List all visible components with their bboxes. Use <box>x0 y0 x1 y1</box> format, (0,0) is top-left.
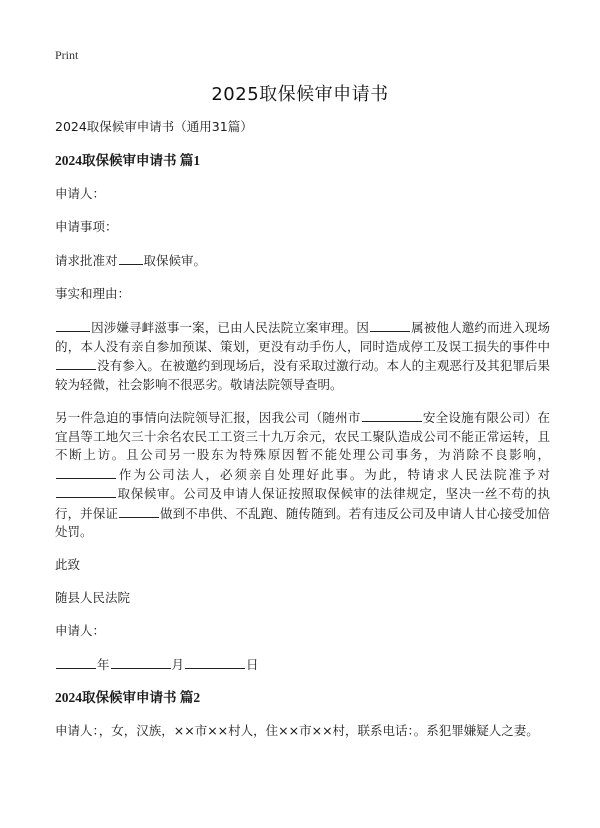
para2-text-5: 做到不串供、不乱跑、随传随到。若有违反公司及申请人甘心接受加倍处罚。 <box>55 505 550 539</box>
para1-text-1: 因涉嫌寻衅滋事一案，已由人民法院立案审理。因 <box>91 320 370 335</box>
para2-text-4: 取保候审。公司及申请人保证按照取保候审的法律规定，坚决一丝不苟的执行，并保证 <box>55 486 550 521</box>
facts-paragraph-1 <box>55 318 550 394</box>
date-month-label: 月 <box>171 656 185 672</box>
applicant-info-paragraph: 申请人：，女，汉族，××市××村人，住××市××村，联系电话：。系犯罪嫌疑人之妻。 <box>55 722 539 738</box>
blank-line <box>362 408 422 422</box>
para2-text-2: 安全设施有限公司）在宜昌等工地欠三十余名农民工工资三十九万余元，农民工聚队造成公司不能正常运转，且不断上访。且公司另一股东为特殊原因暂不能处理公司事务，为消除不良影响， <box>55 410 550 462</box>
print-label: Print <box>55 48 79 62</box>
blank-line <box>56 465 116 479</box>
para2-text-1: 另一件急迫的事情向法院领导汇报，因我公司（随州市 <box>55 410 361 425</box>
para1-text-3: 没有参入。在被邀约到现场后，没有采取过激行动。本人的主观恶行及其犯罪后果较为轻微，社会影响不很恶劣。敬请法院领导查明。 <box>55 358 550 392</box>
signature-label: 申请人： <box>55 622 106 638</box>
matter-label: 申请事项： <box>55 219 118 234</box>
document-title: 2025取保候审申请书 <box>211 84 389 105</box>
court-name: 随县人民法院 <box>55 589 131 605</box>
blank-line <box>370 318 410 332</box>
request-line <box>55 251 550 270</box>
blank-line <box>56 484 116 498</box>
blank-line <box>56 356 96 370</box>
blank-line <box>185 655 245 669</box>
facts-paragraph-2 <box>55 408 550 542</box>
request-text-before: 请求批准对 <box>55 253 118 268</box>
facts-label: 事实和理由： <box>55 286 131 301</box>
blank-line <box>119 504 159 518</box>
closing-text: 此致 <box>55 556 81 572</box>
section-heading-2: 2024取保候审申请书 篇2 <box>55 689 201 705</box>
document-subtitle: 2024取保候审申请书（通用31篇） <box>55 119 253 134</box>
para2-text-3: 作为公司法人，必须亲自处理好此事。为此，特请求人民法院准予对 <box>117 466 550 482</box>
applicant-label: 申请人： <box>55 186 106 201</box>
request-text-after: 取保候审。 <box>143 253 207 268</box>
blank-line <box>119 251 143 265</box>
document-body <box>55 118 550 754</box>
blank-line <box>111 655 171 669</box>
section-heading-1: 2024取保候审申请书 篇1 <box>55 153 201 168</box>
date-year-label: 年 <box>97 656 110 672</box>
date-day-label: 日 <box>246 656 259 672</box>
blank-line <box>56 655 96 669</box>
date-line <box>55 655 550 674</box>
blank-line <box>56 318 90 332</box>
para1-text-2: 属被他人邀约而进入现场的，本人没有亲自参加预谋、策划，更没有动手伤人，同时造成停工及误工损失的事件中 <box>55 320 550 354</box>
